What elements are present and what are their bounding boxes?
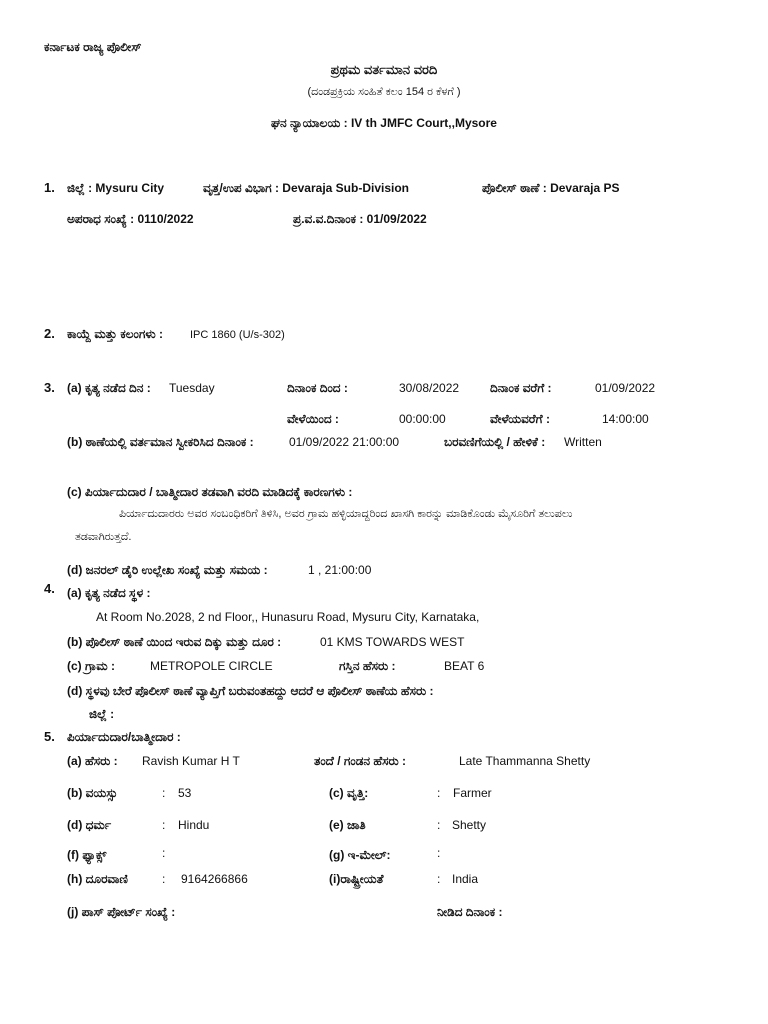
to-date-label: ದಿನಾಂಕ ವರೆಗೆ : (490, 381, 552, 395)
caste-colon: : (437, 818, 441, 832)
occurrence-day-value: Tuesday (169, 381, 215, 395)
beat-value: BEAT 6 (444, 659, 485, 673)
delay-reason-line-1: ಪಿರ್ಯಾದುದಾರರು ಅವರ ಸಂಬಂಧಿಕರಿಗೆ ತಿಳಿಸಿ, ಅವರ ಗ್ರಾಮ ಹಳ್ಳಿಯಾದ್ದರಿಂದ ಖಾಸಗಿ ಕಾರನ್ನು ಮಾಡಿಕೊಂಡು ಮೈಸೂರಿಗೆ ತಲುಪಲು (119, 508, 573, 520)
nationality-value: India (452, 872, 479, 886)
father-label: ತಂದೆ / ಗಂಡನ ಹೆಸರು : (314, 754, 407, 768)
age-label: (b) ವಯಸ್ಸು (67, 786, 118, 800)
crime-number-field: ಅಪರಾಧ ಸಂಖ್ಯೆ : 0110/2022 (67, 212, 194, 226)
acts-value: IPC 1860 (U/s-302) (190, 329, 285, 341)
caste-value: Shetty (452, 818, 487, 832)
to-date-value: 01/09/2022 (595, 381, 656, 395)
info-received-value: 01/09/2022 21:00:00 (289, 435, 400, 449)
district-field: ಜಿಲ್ಲೆ : Mysuru City (67, 181, 165, 195)
document-title: ಪ್ರಥಮ ವರ್ತಮಾನ ವರದಿ (330, 62, 438, 77)
beat-label: ಗಸ್ತಿನ ಹೆಸರು : (339, 659, 396, 673)
occupation-label: (c) ವೃತ್ತಿ: (329, 786, 369, 800)
phone-value: 9164266866 (181, 872, 248, 886)
email-label: (g) ಇ-ಮೇಲ್: (329, 848, 391, 862)
from-date-label: ದಿನಾಂಕ ದಿಂದ : (287, 381, 348, 395)
to-time-value: 14:00:00 (602, 412, 649, 426)
occurrence-day-label: (a) ಕೃತ್ಯ ನಡೆದ ದಿನ : (67, 381, 151, 395)
acts-label: ಕಾಯ್ದೆ ಮತ್ತು ಕಲಂಗಳು : (67, 327, 163, 341)
religion-value: Hindu (178, 818, 210, 832)
place-label: (a) ಕೃತ್ಯ ನಡೆದ ಸ್ಥಳ : (67, 586, 151, 600)
from-date-value: 30/08/2022 (399, 381, 460, 395)
document-subtitle: (ದಂಡಪ್ರಕ್ರಿಯ ಸಂಹಿತೆ ಕಲಂ 154 ರ ಕೆಳಗೆ ) (307, 86, 461, 98)
direction-value: 01 KMS TOWARDS WEST (320, 635, 465, 649)
email-colon: : (437, 846, 441, 860)
org-name: ಕರ್ನಾಟಕ ರಾಜ್ಯ ಪೊಲೀಸ್ (44, 40, 142, 54)
religion-label: (d) ಧರ್ಮ (67, 818, 112, 832)
complainant-label: ಪಿರ್ಯಾದುದಾರ/ಬಾತ್ಮೀದಾರ : (67, 730, 181, 744)
section-4-number: 4. (44, 581, 55, 596)
diary-ref-label: (d) ಜನರಲ್ ಡೈರಿ ಉಲ್ಲೇಖ ಸಂಖ್ಯೆ ಮತ್ತು ಸಮಯ : (67, 563, 268, 577)
other-station-label: (d) ಸ್ಥಳವು ಬೇರೆ ಪೊಲೀಸ್ ಠಾಣೆ ವ್ಯಾಪ್ತಿಗೆ ಬರುವಂತಹದ್ದು ಆದರೆ ಆ ಪೊಲೀಸ್ ಠಾಣೆಯ ಹೆಸರು : (67, 684, 434, 698)
passport-issue-date-label: ನೀಡಿದ ದಿನಾಂಕ : (437, 905, 503, 919)
info-mode-label: ಬರವಣಿಗೆಯಲ್ಲಿ / ಹೇಳಿಕೆ : (444, 435, 546, 449)
direction-label: (b) ಪೊಲೀಸ್ ಠಾಣೆ ಯಿಂದ ಇರುವ ದಿಕ್ಕು ಮತ್ತು ದೂರ : (67, 635, 282, 649)
phone-colon: : (162, 872, 166, 886)
phone-label: (h) ದೂರವಾಣಿ (67, 872, 128, 886)
passport-label: (j) ಪಾಸ್ ಪೋರ್ಟ್ ಸಂಖ್ಯೆ : (67, 905, 176, 919)
other-district-label: ಜಿಲ್ಲೆ : (89, 707, 115, 721)
fax-label: (f) ಫ್ಯಾಕ್ಸ್ (67, 848, 107, 862)
age-colon: : (162, 786, 166, 800)
age-value: 53 (178, 786, 192, 800)
from-time-label: ವೇಳೆಯಿಂದ : (287, 412, 339, 426)
caste-label: (e) ಜಾತಿ (329, 818, 366, 832)
to-time-label: ವೇಳೆಯವರೆಗೆ : (490, 412, 550, 426)
fax-colon: : (162, 846, 166, 860)
subdivision-field: ವೃತ್ತ/ಉಪ ವಿಭಾಗ : Devaraja Sub-Division (203, 181, 409, 195)
nationality-label: (i)ರಾಷ್ಟ್ರೀಯತೆ (329, 872, 384, 886)
police-station-field: ಪೊಲೀಸ್ ಠಾಣೆ : Devaraja PS (482, 181, 620, 195)
section-5-number: 5. (44, 729, 55, 744)
fir-date-field: ಪ್ರ.ವ.ವ.ದಿನಾಂಕ : 01/09/2022 (293, 212, 427, 226)
name-label: (a) ಹೆಸರು : (67, 754, 118, 768)
occupation-colon: : (437, 786, 441, 800)
place-value: At Room No.2028, 2 nd Floor,, Hunasuru Road, Mysuru City, Karnataka, (96, 610, 480, 624)
father-value: Late Thammanna Shetty (459, 754, 591, 768)
section-1-number: 1. (44, 180, 55, 195)
name-value: Ravish Kumar H T (142, 754, 240, 768)
nationality-colon: : (437, 872, 441, 886)
info-received-label: (b) ಠಾಣೆಯಲ್ಲಿ ವರ್ತಮಾನ ಸ್ವೀಕರಿಸಿದ ದಿನಾಂಕ : (67, 435, 254, 449)
occupation-value: Farmer (453, 786, 492, 800)
info-mode-value: Written (564, 435, 602, 449)
delay-reason-label: (c) ಪಿರ್ಯಾದುದಾರ / ಬಾತ್ಮೀದಾರ ತಡವಾಗಿ ವರದಿ ಮಾಡಿದಕ್ಕೆ ಕಾರಣಗಳು : (67, 485, 353, 499)
village-label: (c) ಗ್ರಾಮ : (67, 659, 115, 673)
delay-reason-line-2: ತಡವಾಗಿರುತ್ತದೆ. (75, 531, 132, 543)
court-name: ಘನ ನ್ಯಾಯಾಲಯ : IV th JMFC Court,,Mysore (271, 116, 497, 130)
religion-colon: : (162, 818, 166, 832)
diary-ref-value: 1 , 21:00:00 (308, 563, 372, 577)
from-time-value: 00:00:00 (399, 412, 446, 426)
section-3-number: 3. (44, 380, 55, 395)
village-value: METROPOLE CIRCLE (150, 659, 273, 673)
section-2-number: 2. (44, 326, 55, 341)
